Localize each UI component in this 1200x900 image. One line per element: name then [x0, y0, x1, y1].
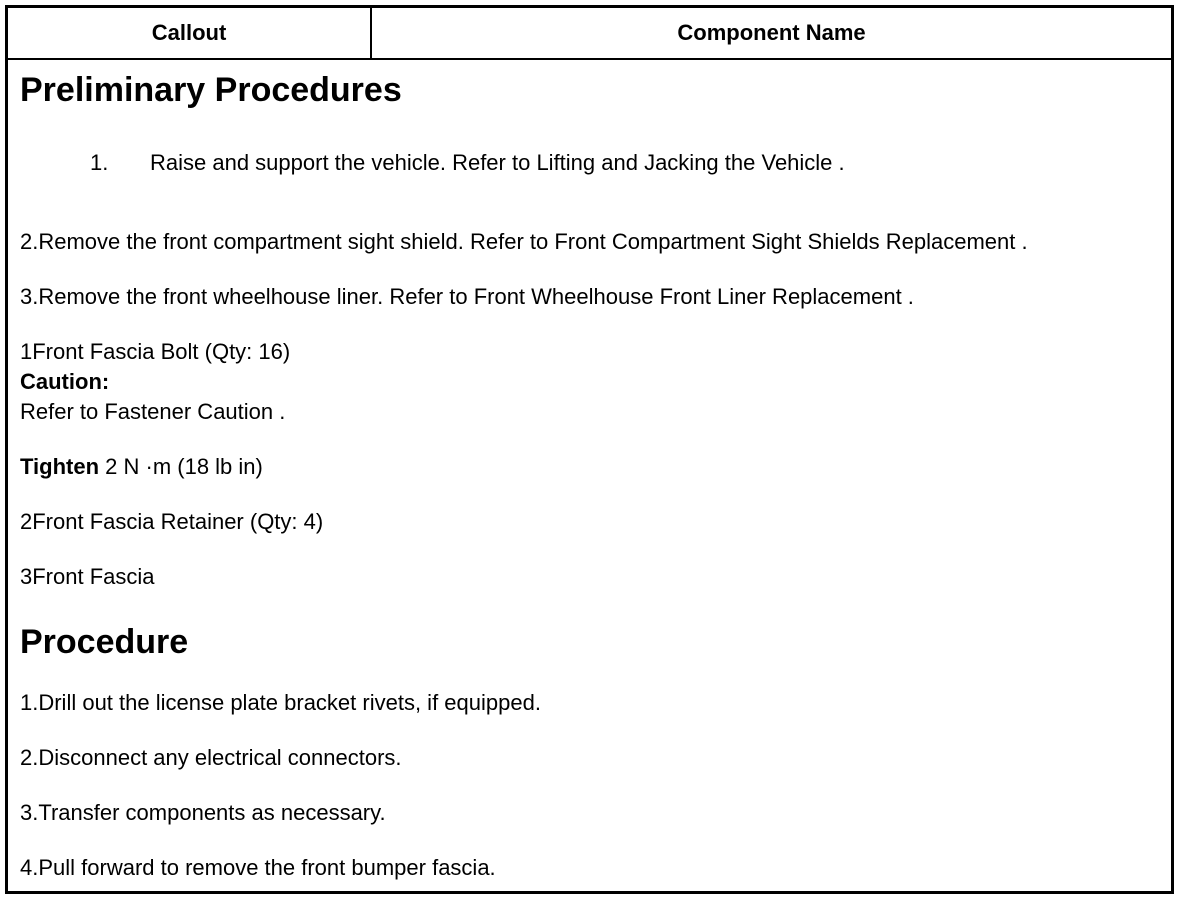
component-item-2: 2Front Fascia Retainer (Qty: 4) — [20, 509, 324, 534]
document-frame — [5, 5, 1174, 894]
table-header-row — [8, 8, 1171, 60]
procedure-title: Procedure — [20, 623, 189, 661]
component-name-header: Component Name — [677, 20, 866, 45]
caution-text: Refer to Fastener Caution . — [20, 399, 286, 424]
preliminary-step-1 — [90, 150, 845, 176]
callout-header: Callout — [8, 8, 372, 58]
preliminary-step-1-number: 1. — [90, 150, 109, 175]
tighten-value: 2 N ·m (18 lb in) — [99, 454, 263, 479]
preliminary-step-1-text: Raise and support the vehicle. Refer to Lifting and Jacking the Vehicle . — [150, 150, 845, 175]
preliminary-step-2: 2.Remove the front compartment sight shield. Refer to Front Compartment Sight Shields Replacement . — [20, 229, 1028, 254]
tighten-label: Tighten — [20, 454, 100, 479]
preliminary-procedures-title: Preliminary Procedures — [20, 71, 402, 109]
procedure-step-2: 2.Disconnect any electrical connectors. — [20, 745, 402, 770]
tighten-spec — [20, 454, 263, 480]
procedure-step-1: 1.Drill out the license plate bracket rivets, if equipped. — [20, 690, 541, 715]
preliminary-step-3: 3.Remove the front wheelhouse liner. Refer to Front Wheelhouse Front Liner Replacement . — [20, 284, 914, 309]
component-item-3: 3Front Fascia — [20, 564, 155, 589]
component-item-1: 1Front Fascia Bolt (Qty: 16) — [20, 339, 291, 364]
procedure-step-4: 4.Pull forward to remove the front bumper fascia. — [20, 855, 496, 880]
procedure-step-3: 3.Transfer components as necessary. — [20, 800, 386, 825]
caution-label: Caution: — [20, 369, 110, 394]
